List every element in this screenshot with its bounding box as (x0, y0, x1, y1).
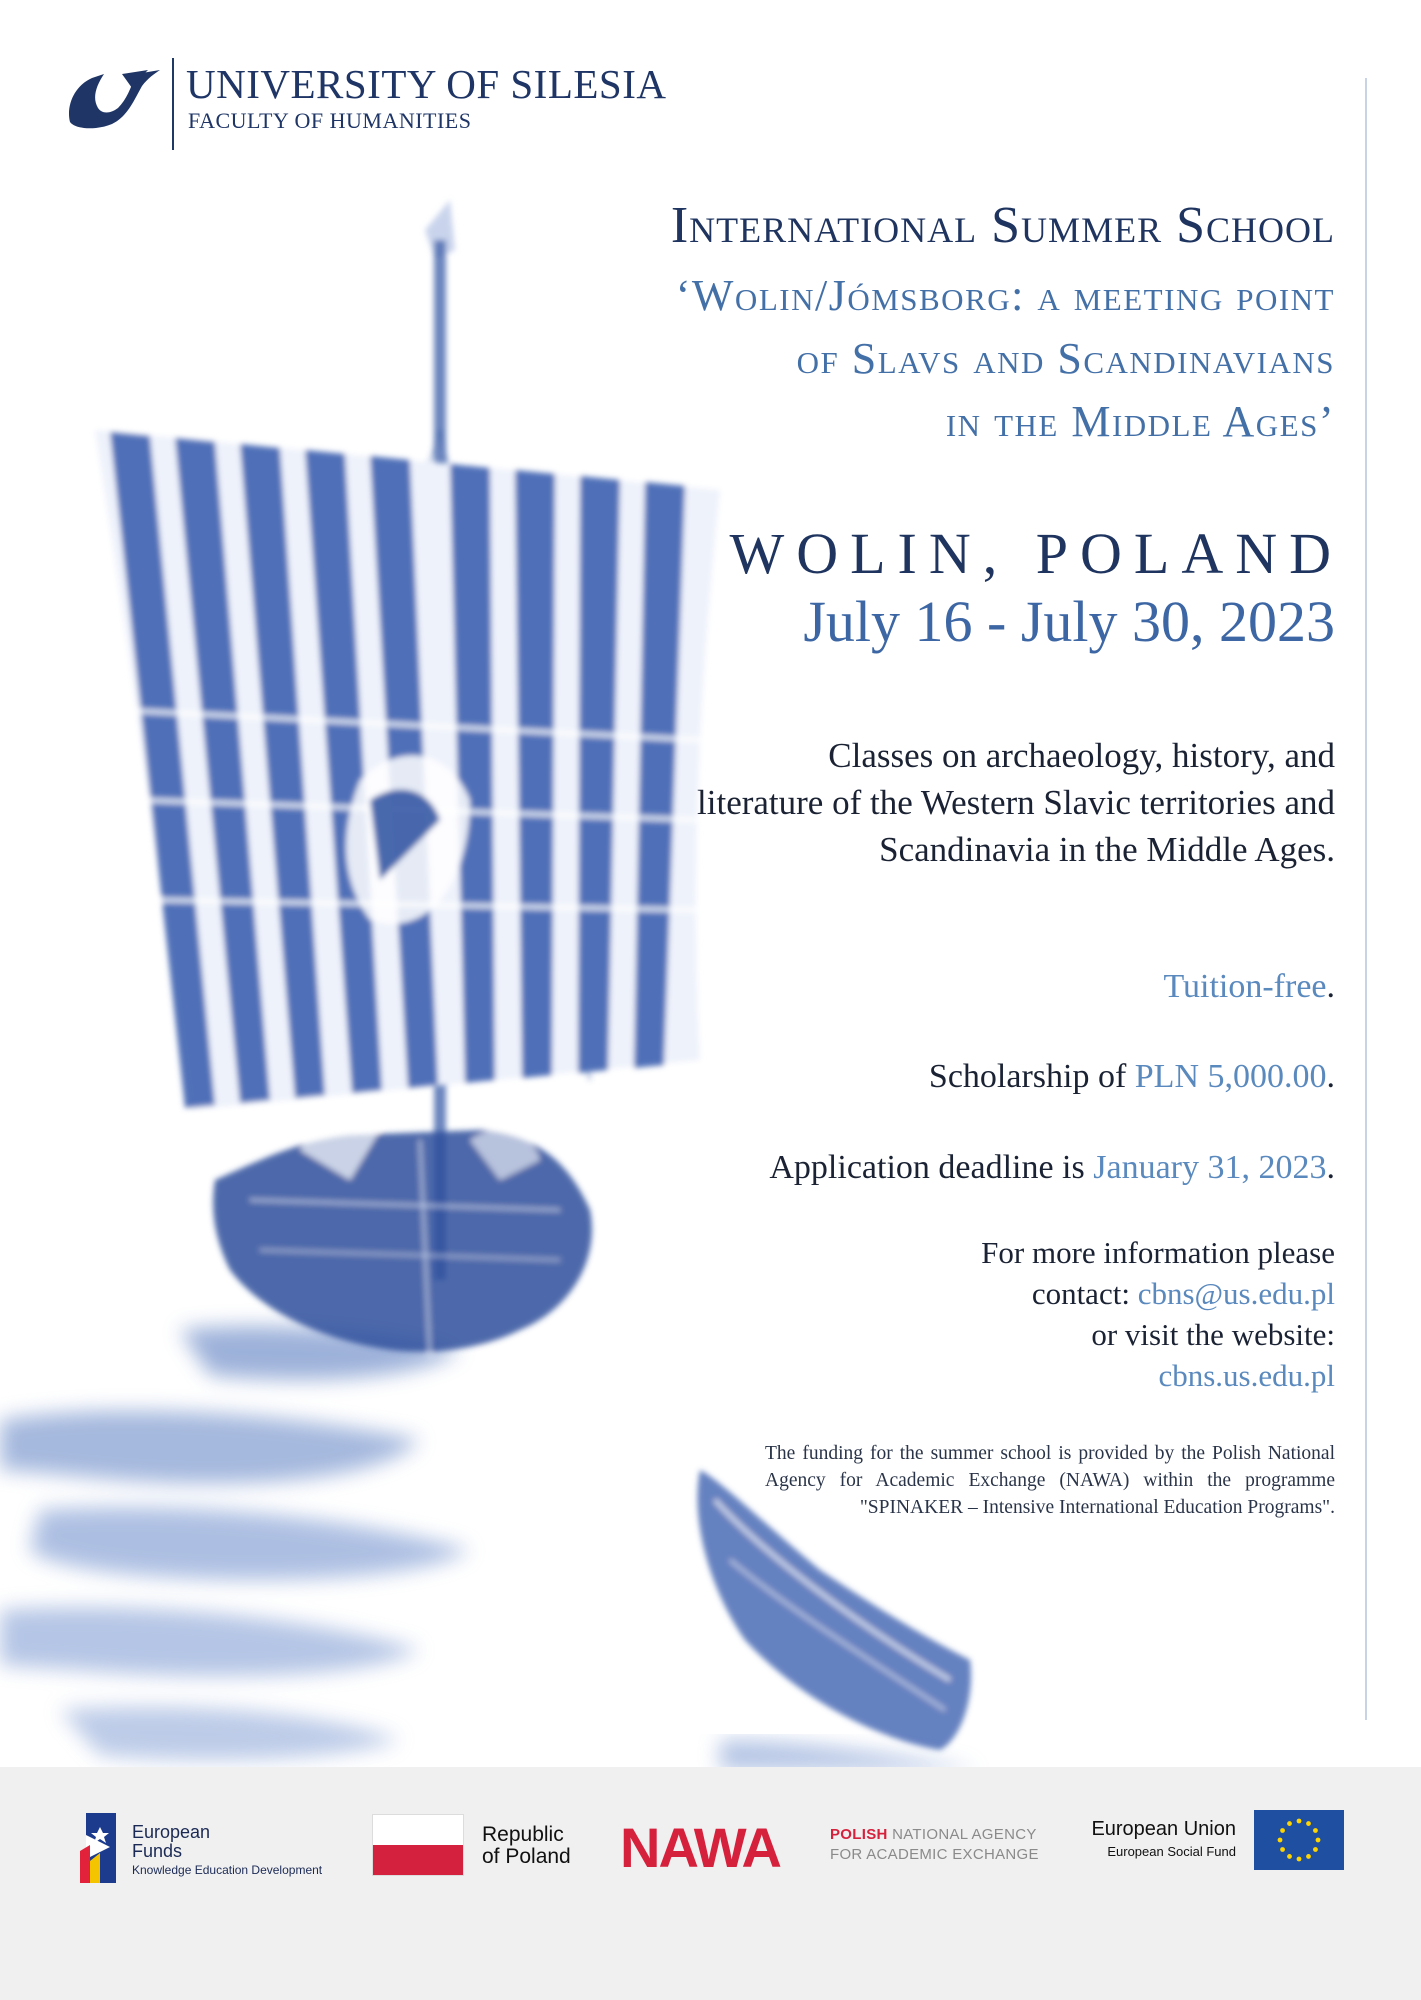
eu-flag-icon (1254, 1810, 1344, 1870)
european-social-fund-label: European Social Fund (1107, 1844, 1236, 1859)
deadline-line (769, 1149, 1335, 1187)
event-location: WOLIN, POLAND (729, 521, 1343, 586)
university-logo (62, 64, 162, 134)
deadline-date: January 31, 2023 (1093, 1149, 1327, 1186)
sponsor-footer (0, 1767, 1421, 2000)
contact-email-line (981, 1273, 1335, 1314)
republic-of-poland-line-2: of Poland (482, 1845, 571, 1868)
eu-star (1280, 1847, 1285, 1852)
scholarship-label: Scholarship of (928, 1058, 1135, 1095)
header-divider (172, 58, 174, 150)
european-funds-line-2: Funds (132, 1841, 183, 1861)
eu-star (1297, 1857, 1302, 1862)
tuition-line (1163, 968, 1335, 1006)
faculty-name: FACULTY OF HUMANITIES (188, 108, 472, 133)
contact-intro: For more information please (981, 1235, 1335, 1270)
nawa-logo-text: NAWA (620, 1819, 780, 1871)
event-subtitle-line-3: in the Middle Ages’ (945, 397, 1335, 446)
nawa-national-agency: NATIONAL AGENCY (887, 1826, 1037, 1843)
contact-label: contact: (1031, 1276, 1138, 1311)
european-funds-line-1: European (132, 1822, 211, 1842)
european-union-label: European Union (1091, 1818, 1236, 1840)
tuition-value: Tuition-free (1163, 968, 1327, 1005)
event-title: International Summer School (670, 197, 1335, 254)
nawa-logo (620, 1819, 816, 1871)
contact-block (981, 1232, 1335, 1396)
poland-flag-icon (373, 1815, 463, 1875)
eu-star (1306, 1854, 1311, 1859)
european-funds-icon (80, 1813, 116, 1883)
website-intro: or visit the website: (1091, 1317, 1335, 1352)
deadline-period: . (1326, 1149, 1335, 1186)
eu-star (1313, 1847, 1318, 1852)
eu-star (1287, 1821, 1292, 1826)
right-border-rule (1365, 78, 1367, 1720)
republic-of-poland-line-1: Republic (482, 1823, 564, 1846)
event-subtitle-line-2: of Slavs and Scandinavians (796, 334, 1335, 383)
deadline-label: Application deadline is (769, 1149, 1094, 1186)
eu-star (1313, 1828, 1318, 1833)
nawa-name-line-2: FOR ACADEMIC EXCHANGE (830, 1846, 1039, 1863)
classes-description: Classes on archaeology, history, and literature of the Western Slavic territories and Scandinavia in the Middle Ages. (697, 736, 1335, 869)
contact-email-link[interactable]: cbns@us.edu.pl (1137, 1276, 1335, 1311)
eu-star (1280, 1828, 1285, 1833)
tuition-period: . (1326, 968, 1335, 1005)
eu-star (1278, 1838, 1283, 1843)
eu-star (1297, 1819, 1302, 1824)
eu-star (1287, 1854, 1292, 1859)
nawa-polish-word: POLISH (830, 1826, 888, 1843)
scholarship-period: . (1326, 1058, 1335, 1095)
eu-star (1306, 1821, 1311, 1826)
nawa-name-line-1 (830, 1826, 1037, 1843)
event-subtitle-line-1: ‘Wolin/Jómsborg: a meeting point (675, 271, 1335, 320)
university-name: UNIVERSITY OF SILESIA (186, 61, 667, 107)
scholarship-line (929, 1058, 1335, 1096)
eu-star (1316, 1838, 1321, 1843)
european-funds-programme: Knowledge Education Development (132, 1863, 323, 1877)
website-link[interactable]: cbns.us.edu.pl (1158, 1358, 1335, 1393)
event-dates: July 16 - July 30, 2023 (803, 589, 1335, 654)
scholarship-amount: PLN 5,000.00 (1134, 1058, 1327, 1095)
funding-note: The funding for the summer school is provided by the Polish National Agency for Academic Exchange (NAWA) within the programme "SPINAKER – Intensive International Education Programs". (765, 1443, 1335, 1518)
